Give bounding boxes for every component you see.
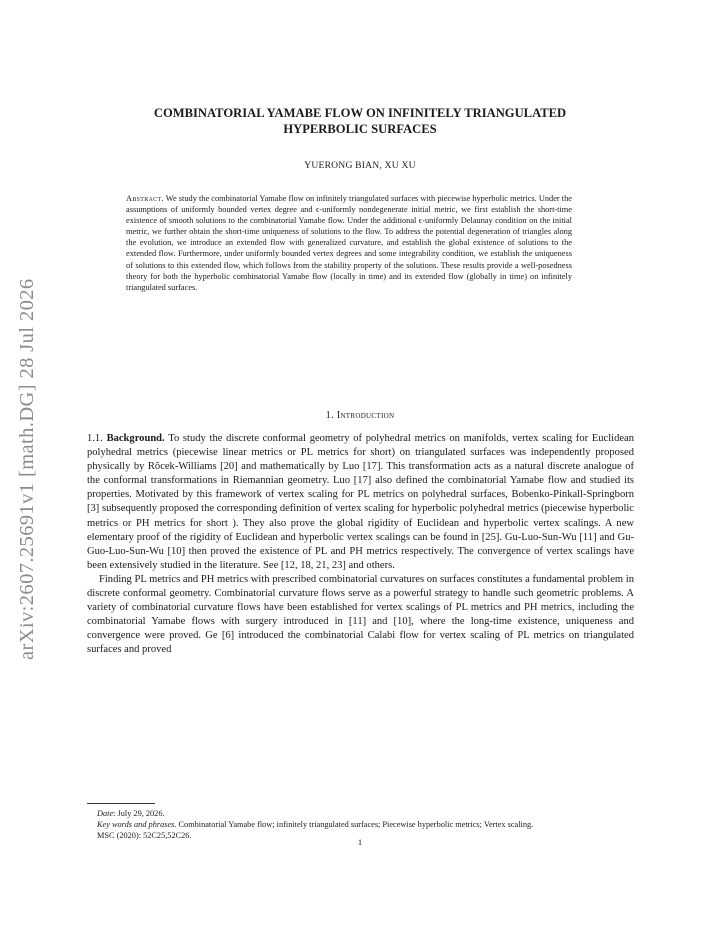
- footnote-divider: [87, 803, 155, 804]
- footnote-keywords-label: Key words and phrases.: [97, 820, 177, 830]
- arxiv-identifier-stamp: arXiv:2607.25691v1 [math.DG] 28 Jul 2026: [16, 278, 38, 660]
- paper-title-line-2: HYPERBOLIC SURFACES: [283, 121, 437, 136]
- footnote-date: [87, 808, 634, 819]
- paragraph-2: Finding PL metrics and PH metrics with prescribed combinatorial curvatures on surfaces constitutes a fundamental problem in discrete conformal geometry. Combinatorial curvature flows serve as a powerful strategy to handle such geometric problems. A variety of combinatorial curvature flows have been established for vertex scalings of PL metrics and PH metrics, including the combinatorial Yamabe flows with surgery introduced in [11] and [10], where the long-time existence, uniqueness and convergence were proved. Ge [6] introduced the combinatorial Calabi flow for vertex scaling of PL metrics on triangulated surfaces and proved: [87, 573, 634, 656]
- footnote-date-label: Date: [97, 809, 114, 818]
- paper-authors: YUERONG BIAN, XU XU: [304, 160, 416, 171]
- footnote-msc: MSC (2020): 52C25,52C26.: [97, 831, 192, 841]
- footnote-keywords: [87, 819, 634, 830]
- paragraph-background: [87, 432, 634, 573]
- paper-title: [80, 106, 640, 137]
- page-number: 1: [357, 837, 363, 847]
- footnote-date-value: : July 29, 2026.: [113, 809, 165, 818]
- abstract-label: Abstract.: [126, 194, 164, 203]
- introduction-body: [87, 432, 634, 658]
- paragraph-1-text: To study the discrete conformal geometry of polyhedral metrics on manifolds, vertex scaling for Euclidean polyhedral metrics (piecewise linear metrics or PL metrics for short) on triangulated surfaces was independently proposed physically by Rŏcek-Williams [20] and mathematically by Luo [17]. This transformation acts as a natural discrete analogue of the conformal transformations in Riemannian geometry. Luo [17] also defined the combinatorial Yamabe flow and studied its properties. Motivated by this framework of vertex scaling for PL metrics on polyhedral surfaces, Bobenko-Pinkall-Springborn [3] subsequently proposed the corresponding definition of vertex scaling for hyperbolic polyhedral metrics (piecewise hyperbolic metrics or PH metrics for short ). They also prove the global rigidity of Euclidean and hyperbolic vertex scalings. A new elementary proof of the rigidity of Euclidean and hyperbolic vertex scalings can be found in [25]. Gu-Luo-Sun-Wu [11] and Gu-Guo-Luo-Sun-Wu [10] then proved the existence of PL and PH metrics respectively. The convergence of vertex scalings have been extensively studied in the literature. See [12, 18, 21, 23] and others.: [87, 433, 634, 571]
- section-heading-introduction: 1. Introduction: [325, 410, 395, 421]
- footnote-keywords-value: Combinatorial Yamabe flow; infinitely triangulated surfaces; Piecewise hyperbolic metrics; Vertex scaling.: [176, 820, 534, 830]
- paper-title-line-1: COMBINATORIAL YAMABE FLOW ON INFINITELY TRIANGULATED: [153, 106, 567, 120]
- subsection-title: Background.: [106, 433, 165, 444]
- abstract-block: [126, 193, 572, 293]
- abstract-text: We study the combinatorial Yamabe flow on infinitely triangulated surfaces with piecewise hyperbolic metrics. Under the assumptions of uniformly bounded vertex degree and ϵ-uniformly nondegenerate initial metric, we first establish the short-time existence of smooth solutions to the combinatorial Yamabe flow. Under the additional ϵ-uniformly Delaunay condition on the initial metric, we further obtain the short-time uniqueness of solutions to the flow. To address the potential degeneration of triangles along the evolution, we introduce an extended flow with generalized curvature, and establish the global existence of solutions to the extended flow. Furthermore, under uniformly bounded vertex degrees and some integrability condition, we establish the uniqueness of solutions to this extended flow, which follows from the stability property of the solutions. These results provide a well-posedness theory for both the hyperbolic combinatorial Yamabe flow (locally in time) and its extended flow (globally in time) on infinitely triangulated surfaces.: [126, 194, 572, 292]
- subsection-number: 1.1.: [87, 433, 103, 444]
